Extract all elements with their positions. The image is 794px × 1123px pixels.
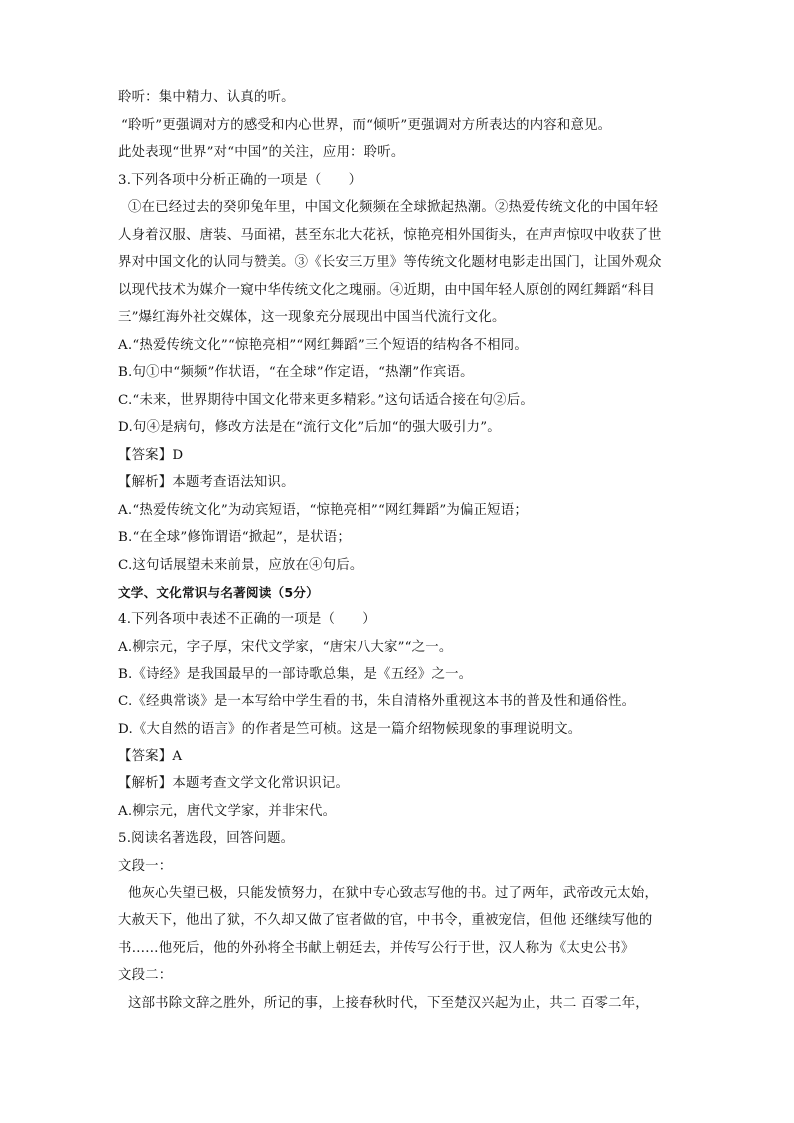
text-line: 【解析】本题考查文学文化常识识记。 (118, 776, 350, 791)
text-line: 以现代技术为媒介一窥中华传统文化之瑰丽。④近期，由中国年轻人原创的网红舞蹈“科目 (118, 283, 656, 298)
text-line: 3.下列各项中分析正确的一项是（ ） (118, 173, 363, 188)
text-line: C.这句话展望未来前景，应放在④句后。 (118, 558, 364, 573)
text-line: 5.阅读名著选段，回答问题。 (118, 831, 295, 846)
text-line: 文段一： (118, 859, 173, 874)
text-line: 此处表现“世界”对“中国”的关注，应用：聆听。 (118, 145, 405, 160)
text-line: C.《经典常谈》是一本写给中学生看的书，朱自清格外重视这本书的普及性和通俗性。 (118, 694, 636, 709)
text-line: 4.下列各项中表述不正确的一项是（ ） (118, 612, 376, 627)
text-line: 【答案】A (118, 749, 183, 764)
text-line: B.《诗经》是我国最早的一部诗歌总集，是《五经》之一。 (118, 667, 473, 682)
text-line: 这部书除文辞之胜外，所记的事，上接春秋时代，下至楚汉兴起为止，共二 百零二年， (128, 996, 649, 1011)
text-line: D.《大自然的语言》的作者是竺可桢。这是一篇介绍物候现象的事理说明文。 (118, 722, 582, 737)
text-line: B.句①中“频频”作状语，“在全球”作定语，“热潮”作宾语。 (118, 365, 474, 380)
text-line: 书……他死后，他的外孙将全书献上朝廷去，并传写公行于世，汉人称为《太史公书》 (118, 941, 635, 956)
text-line: 大赦天下，他出了狱，不久却又做了宦者做的官，中书令，重被宠信，但他 还继续写他的 (118, 913, 653, 928)
text-line: ①在已经过去的癸卯兔年里，中国文化频频在全球掀起热潮。②热爱传统文化的中国年轻 (128, 200, 659, 215)
text-line: B.“在全球”修饰谓语“掀起”，是状语； (118, 530, 351, 545)
text-line: 文段二： (118, 968, 173, 983)
section-heading: 文学、文化常识与名著阅读（5分） (118, 585, 319, 600)
text-line: A.柳宗元，字子厚，宋代文学家，“唐宋八大家”“之一。 (118, 640, 453, 655)
text-line: 【答案】D (118, 448, 184, 463)
text-line: 他灰心失望已极，只能发愤努力，在狱中专心致志写他的书。过了两年，武帝改元太始， (128, 886, 659, 901)
text-line: 【解析】本题考查语法知识。 (118, 475, 295, 490)
text-line: C.“未来，世界期待中国文化带来更多精彩。”这句话适合接在句②后。 (118, 393, 534, 408)
text-line: 聆听：集中精力、认真的听。 (118, 90, 295, 105)
text-line: 人身着汉服、唐装、马面裙，甚至东北大花袄，惊艳亮相外国街头，在声声惊叹中收获了世 (118, 228, 662, 243)
text-line: D.句④是病句，修改方法是在“流行文化”后加“的强大吸引力”。 (118, 420, 501, 435)
text-line: 界对中国文化的认同与赞美。③《长安三万里》等传统文化题材电影走出国门，让国外观众 (118, 255, 662, 270)
text-line: A.“热爱传统文化”为动宾短语，“惊艳亮相”“网红舞蹈”为偏正短语； (118, 503, 528, 518)
text-line: 三”爆红海外社交媒体，这一现象充分展现出中国当代流行文化。 (118, 310, 506, 325)
text-line: A.“热爱传统文化”“惊艳亮相”“网红舞蹈”三个短语的结构各不相同。 (118, 338, 528, 353)
text-line: A.柳宗元，唐代文学家，并非宋代。 (118, 804, 337, 819)
text-line: “聆听”更强调对方的感受和内心世界，而“倾听”更强调对方所表达的内容和意见。 (121, 118, 612, 133)
